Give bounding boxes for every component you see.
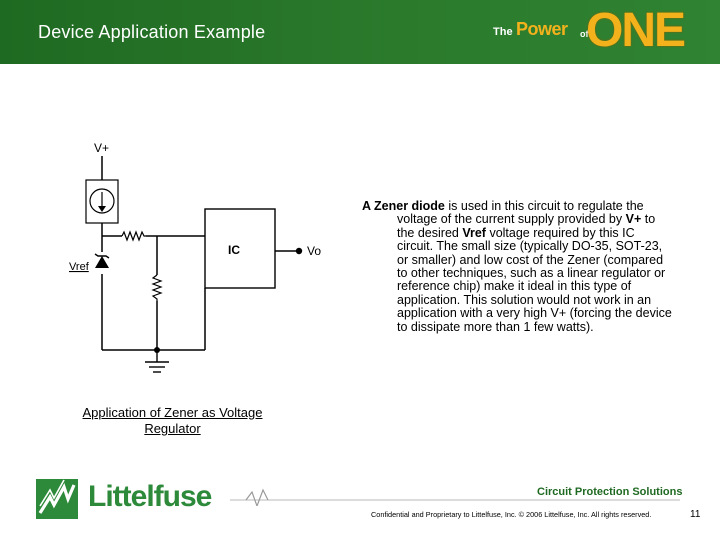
- logo-the: The: [493, 26, 513, 38]
- zener-circuit-diagram: [62, 130, 342, 385]
- junction-dot: [154, 347, 160, 353]
- description-paragraph: A Zener diode is used in this circuit to regulate the voltage of the current supply provided by V+ to the desired Vref voltage required by this IC circuit. The small size (typically DO-35, SOT-23, or smaller) and low cost of the Zener (compared to other techniques, such as a linear regulator or reference chip) make it ideal in this type of application. This solution would not work in an application with a very high V+ (forcing the device to dissipate more than 1 few watts).: [362, 199, 672, 334]
- power-of-one-logo: [480, 0, 720, 64]
- vref-label: Vref: [69, 261, 89, 273]
- footer-tagline: Circuit Protection Solutions: [537, 486, 683, 498]
- vplus-term: V+: [625, 212, 642, 227]
- vref-term: Vref: [462, 225, 486, 240]
- littelfuse-logo: [36, 475, 226, 523]
- littelfuse-mark-icon: [36, 479, 78, 519]
- description-text: [362, 200, 672, 334]
- vo-label: Vo: [307, 244, 322, 258]
- logo-one: ONE: [586, 4, 685, 57]
- zener-diode-term: A Zener diode: [362, 199, 445, 213]
- figure-caption: Application of Zener as Voltage Regulator: [82, 405, 263, 436]
- logo-power: Power: [516, 19, 568, 39]
- littelfuse-brand: Littelfuse: [88, 480, 212, 513]
- logo-of: of: [580, 29, 589, 39]
- output-node-icon: [296, 248, 302, 254]
- slide-title: Device Application Example: [38, 22, 266, 42]
- confidential-notice: Confidential and Proprietary to Littelfuse, Inc. © 2006 Littelfuse, Inc. All rights reserved.: [371, 510, 652, 519]
- page-number: 11: [690, 509, 701, 520]
- ic-label: IC: [228, 243, 240, 257]
- header-bar: [0, 0, 720, 64]
- vplus-label: V+: [94, 141, 110, 155]
